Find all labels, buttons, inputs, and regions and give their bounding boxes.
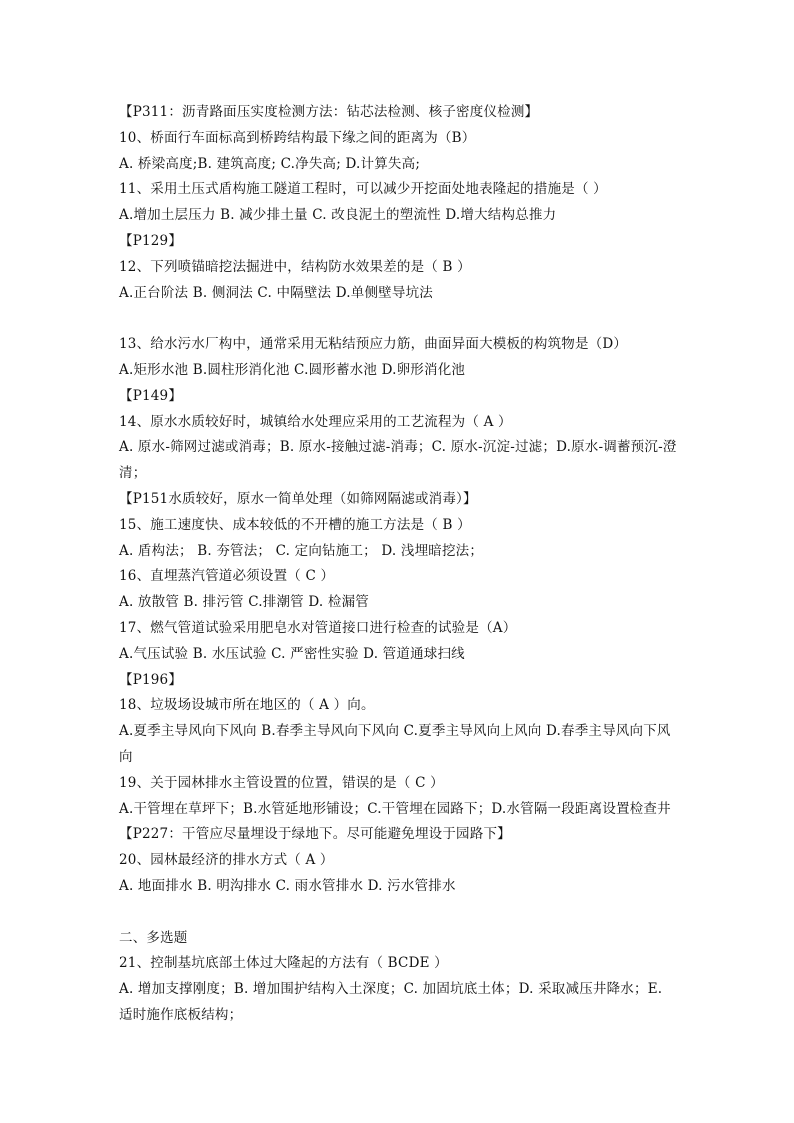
section-heading-multiple-choice: 二、多选题: [119, 929, 188, 946]
options-14: A. 原水-筛网过滤或消毒；B. 原水-接触过滤-消毒；C. 原水-沉淀-过滤；D.原水-调蓄预沉-澄清；: [119, 439, 677, 482]
note-p227: 【P227：干管应尽量埋设于绿地下。尽可能避免埋设于园路下】: [119, 826, 511, 843]
options-11: A.增加土层压力 B. 减少排土量 C. 改良泥土的塑流性 D.增大结构总推力: [119, 207, 557, 224]
options-15: A. 盾构法； B. 夯管法； C. 定向钻施工； D. 浅埋暗挖法；: [119, 542, 484, 559]
options-17: A.气压试验 B. 水压试验 C. 严密性实验 D. 管道通球扫线: [119, 645, 465, 662]
question-15: 15、施工速度快、成本较低的不开槽的施工方法是（ B ）: [119, 516, 471, 533]
question-18: 18、垃圾场设城市所在地区的（ A ）向。: [119, 697, 375, 714]
options-18: A.夏季主导风向下风向 B.春季主导风向下风向 C.夏季主导风向上风向 D.春季主导风向下风向: [119, 723, 671, 765]
options-21: A. 增加支撑刚度；B. 增加围护结构入土深度；C. 加固坑底土体；D. 采取减压井降水；E. 适时施作底板结构；: [119, 981, 663, 1023]
question-16: 16、直埋蒸汽管道必须设置（ C ）: [119, 568, 335, 585]
options-13: A.矩形水池 B.圆柱形消化池 C.圆形蓄水池 D.卵形消化池: [119, 361, 466, 378]
options-19: A.干管埋在草坪下；B.水管延地形铺设；C.干管埋在园路下；D.水管隔一段距离设置检查井: [119, 800, 671, 817]
options-12: A.正台阶法 B. 侧洞法 C. 中隔壁法 D.单侧壁导坑法: [119, 284, 433, 301]
options-10: A. 桥梁高度;B. 建筑高度; C.净失高; D.计算失高;: [119, 155, 421, 172]
document-body: [119, 100, 679, 1029]
options-20: A. 地面排水 B. 明沟排水 C. 雨水管排水 D. 污水管排水: [119, 877, 456, 894]
blank-line: [119, 306, 679, 332]
note-p149: 【P149】: [119, 387, 183, 404]
note-p151: 【P151水质较好，原水一简单处理（如筛网隔滤或消毒）】: [119, 490, 477, 507]
question-12: 12、下列喷锚暗挖法掘进中，结构防水效果差的是（ B ）: [119, 258, 471, 275]
question-13: 13、给水污水厂构中，通常采用无粘结预应力筋，曲面异面大模板的构筑物是（D）: [119, 336, 628, 353]
question-20: 20、园林最经济的排水方式（ A ）: [119, 852, 334, 869]
note-p129: 【P129】: [119, 232, 183, 249]
question-10: 10、桥面行车面标高到桥跨结构最下缘之间的距离为（B）: [119, 129, 476, 146]
question-17: 17、燃气管道试验采用肥皂水对管道接口进行检查的试验是（A）: [119, 619, 517, 636]
question-21: 21、控制基坑底部土体过大隆起的方法有（ BCDE ）: [119, 955, 448, 972]
blank-line: [119, 900, 679, 926]
question-14: 14、原水水质较好时，城镇给水处理应采用的工艺流程为（ A ）: [119, 413, 512, 430]
note-p196: 【P196】: [119, 671, 183, 688]
options-16: A. 放散管 B. 排污管 C.排潮管 D. 检漏管: [119, 594, 369, 611]
note-p311: 【P311：沥青路面压实度检测方法：钻芯法检测、核子密度仪检测】: [119, 104, 539, 120]
question-19: 19、关于园林排水主管设置的位置，错误的是（ C ）: [119, 774, 444, 791]
question-11: 11、采用土压式盾构施工隧道工程时，可以减少开挖面处地表隆起的措施是（ ）: [119, 181, 607, 198]
